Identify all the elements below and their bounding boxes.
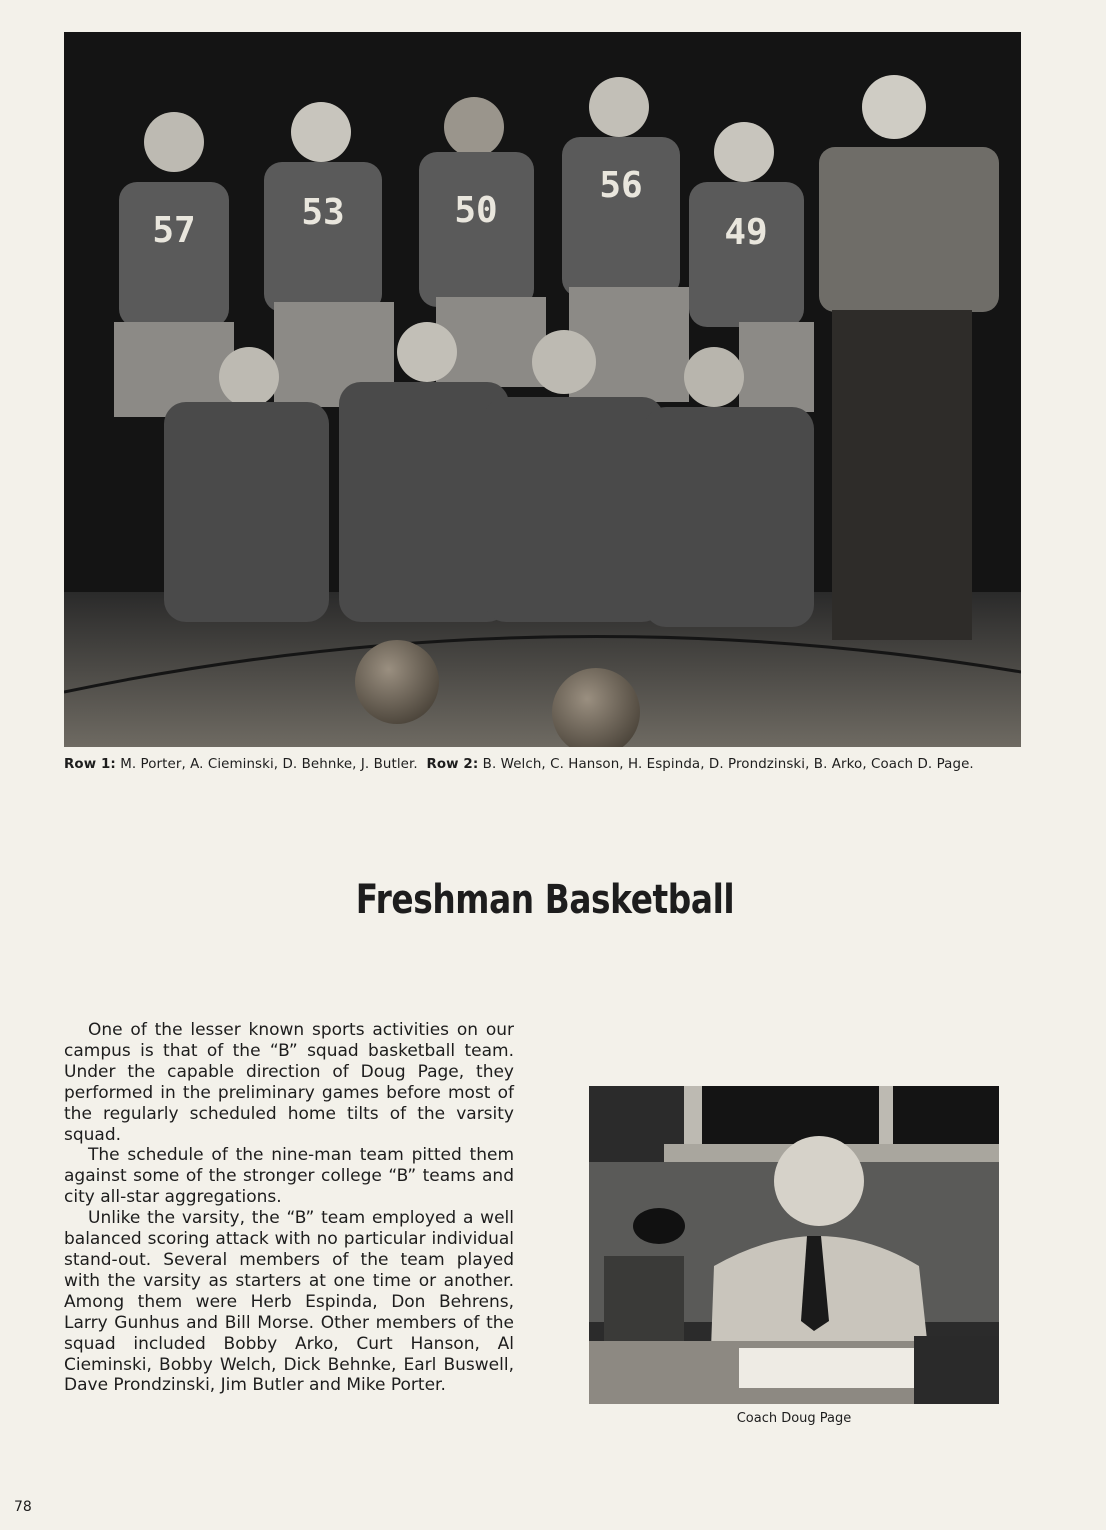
coach-photo-illustration <box>589 1086 999 1404</box>
jersey-number: 53 <box>301 192 345 233</box>
caption-row1-label: Row 1: <box>64 757 116 772</box>
caption-row2-names: B. Welch, C. Hanson, H. Espinda, D. Prondzinski, B. Arko, Coach D. Page. <box>482 757 974 772</box>
jersey-number: 49 <box>724 212 768 253</box>
page-number: 78 <box>14 1499 32 1515</box>
photo-caption <box>64 757 1034 772</box>
jersey-number: 57 <box>152 210 196 251</box>
article-paragraph: The schedule of the nine-man team pitted them against some of the stronger college “B” teams and city all-star aggregations. <box>64 1145 514 1208</box>
team-photo <box>64 32 1021 747</box>
coach-photo-caption: Coach Doug Page <box>736 1411 852 1426</box>
article-paragraph: One of the lesser known sports activities on our campus is that of the “B” squad basketball team. Under the capable direction of Doug Page, they performed in the preliminary games before most of the regularly scheduled home tilts of the varsity squad. <box>64 1020 514 1145</box>
caption-row1-names: M. Porter, A. Cieminski, D. Behnke, J. Butler. <box>120 757 418 772</box>
caption-row2-label: Row 2: <box>426 757 479 772</box>
page-title: Freshman Basketball <box>355 877 735 923</box>
jersey-number: 50 <box>454 190 498 231</box>
article-paragraph: Unlike the varsity, the “B” team employed a well balanced scoring attack with no particular individual stand-out. Several members of the team played with the varsity as starters at one time or another. Among them were Herb Espinda, Don Behrens, Larry Gunhus and Bill Morse. Other members of the squad included Bobby Arko, Curt Hanson, Al Cieminski, Bobby Welch, Dick Behnke, Earl Buswell, Dave Prondzinski, Jim Butler and Mike Porter. <box>64 1208 514 1396</box>
coach-photo <box>589 1086 999 1404</box>
jersey-number: 56 <box>599 165 643 206</box>
article-body <box>64 1020 514 1396</box>
team-photo-illustration <box>64 32 1021 747</box>
